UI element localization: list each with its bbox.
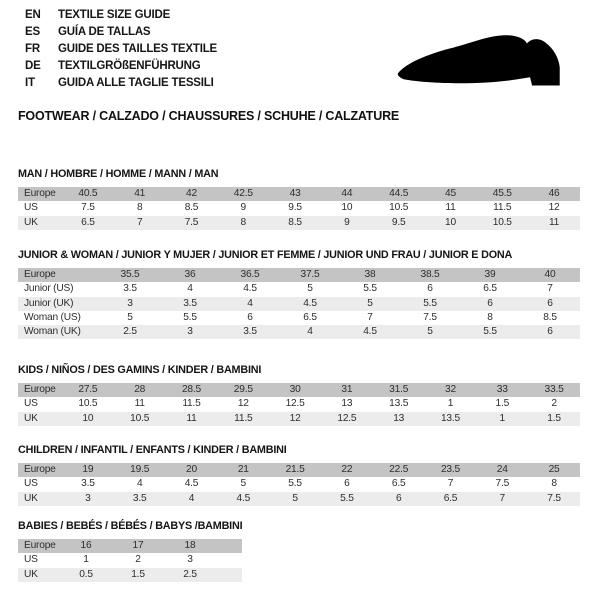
size-cell: 25 [528,463,580,477]
table-section-babies [18,520,242,582]
row-label: Europe [18,268,100,282]
language-code: EN [25,9,41,21]
language-row [25,58,217,75]
table-row [18,282,580,296]
size-cell: 0.5 [60,568,112,582]
size-cell: 31.5 [373,383,425,397]
size-cell: 32 [425,383,477,397]
size-cell: 8.5 [543,311,557,323]
size-cell: 27.5 [62,383,114,397]
size-cell: 7 [447,478,454,490]
size-cell: 5.5 [321,492,373,506]
size-cell: 46 [528,187,580,201]
row-label: US [24,554,38,566]
table-section-children [18,444,580,506]
row-label: Europe [18,383,62,397]
size-cell: 38.5 [400,268,460,282]
row-label: Woman (UK) [18,325,100,339]
size-cell: 7.5 [166,216,218,230]
size-cell: 5.5 [288,478,302,490]
size-cell: 19 [62,463,114,477]
size-cell: 6 [373,492,425,506]
size-cell: 1 [83,554,89,566]
size-cell: 5 [400,325,460,339]
size-cell: 5.5 [400,297,460,311]
size-cell: 9.5 [373,216,425,230]
size-table [18,187,580,230]
size-cell: 4.5 [340,325,400,339]
size-cell: 1.5 [528,412,580,426]
table-section-junior-woman [18,249,580,339]
size-table [18,268,580,339]
size-cell: 10.5 [114,412,166,426]
size-cell: 29.5 [217,383,269,397]
spacer-cell [216,553,242,567]
size-cell: 28 [114,383,166,397]
size-cell: 6 [520,325,580,339]
table-row [18,297,580,311]
size-cell: 7 [114,216,166,230]
language-title-block [25,7,217,92]
language-label: GUIDA ALLE TAGLIE TESSILI [58,77,214,89]
size-cell: 3 [100,297,160,311]
size-cell: 3.5 [123,283,137,295]
size-cell: 40 [520,268,580,282]
size-cell: 6.5 [303,311,317,323]
size-cell: 1 [476,412,528,426]
size-cell: 6 [344,478,350,490]
table-row [18,539,242,553]
size-cell: 6.5 [425,492,477,506]
size-cell: 39 [460,268,520,282]
size-cell: 11.5 [493,202,512,214]
size-cell: 11 [166,412,218,426]
size-cell: 5 [340,297,400,311]
language-label: TEXTILGRÖßENFÜHRUNG [58,60,201,72]
size-cell: 7 [547,283,553,295]
size-cell: 21.5 [269,463,321,477]
size-cell: 5 [307,283,313,295]
size-cell: 3 [187,554,193,566]
size-table [18,463,580,506]
size-cell: 6.5 [391,478,406,490]
row-label: Junior (US) [24,283,74,295]
size-cell: 1 [447,398,454,410]
size-cell: 11 [134,398,145,410]
size-cell: 41 [114,187,166,201]
size-cell: 3.5 [114,492,166,506]
language-row [25,7,217,24]
size-cell: 42.5 [217,187,269,201]
row-label: Europe [18,539,60,553]
size-cell: 10.5 [389,202,409,214]
size-cell: 8 [551,478,557,490]
table-row [18,187,580,201]
size-cell: 13 [373,412,425,426]
size-cell: 9 [321,216,373,230]
size-cell: 11 [528,216,580,230]
row-label: US [24,398,38,410]
category-title: FOOTWEAR / CALZADO / CHAUSSURES / SCHUHE / CALZATURE [18,109,400,123]
size-cell: 45 [425,187,477,201]
table-title: KIDS / NIÑOS / DES GAMINS / KINDER / BAMBINI [18,364,262,376]
size-cell: 36 [160,268,220,282]
table-row [18,201,580,215]
size-cell: 1.5 [495,398,510,410]
size-cell: 9 [240,202,247,214]
language-code: IT [25,77,35,89]
table-section-man [18,168,580,230]
size-cell: 7.5 [495,478,510,490]
size-cell: 2 [551,398,557,410]
size-cell: 33.5 [528,383,580,397]
table-row [18,568,242,582]
size-cell: 4 [187,283,193,295]
size-cell: 33 [476,383,528,397]
table-row [18,463,580,477]
table-row [18,492,580,506]
size-cell: 1.5 [112,568,164,582]
size-cell: 28.5 [166,383,218,397]
size-cell: 13.5 [389,398,409,410]
size-cell: 3.5 [81,478,95,490]
language-row [25,75,217,92]
table-title: MAN / HOMBRE / HOMME / MANN / MAN [18,168,219,180]
row-label: Europe [18,463,62,477]
size-cell: 4.5 [217,492,269,506]
size-cell: 36.5 [220,268,280,282]
size-cell: 8.5 [269,216,321,230]
size-cell: 12.5 [285,398,305,410]
size-cell: 37.5 [280,268,340,282]
size-cell: 2.5 [164,568,216,582]
size-cell: 16 [60,539,112,553]
size-cell: 38 [340,268,400,282]
size-cell: 8 [136,202,143,214]
size-cell: 2 [135,554,141,566]
size-cell: 45.5 [476,187,528,201]
size-cell: 6 [460,297,520,311]
size-cell: 30 [269,383,321,397]
size-cell: 7 [476,492,528,506]
size-cell: 18 [164,539,216,553]
size-cell: 9.5 [288,202,302,214]
language-code: DE [25,60,41,72]
size-cell: 4.5 [184,478,199,490]
language-code: FR [25,43,40,55]
table-row [18,397,580,411]
size-cell: 42 [166,187,218,201]
size-cell: 6 [520,297,580,311]
row-label: UK [18,568,60,582]
size-cell: 5 [127,311,133,323]
table-row [18,311,580,325]
row-label: UK [18,492,62,506]
size-cell: 35.5 [100,268,160,282]
spacer-cell [216,568,242,582]
size-cell: 11.5 [217,412,269,426]
row-label: UK [18,216,62,230]
size-cell: 44 [321,187,373,201]
size-cell: 12 [269,412,321,426]
size-cell: 10.5 [78,398,98,410]
size-cell: 8.5 [184,202,199,214]
size-cell: 21 [217,463,269,477]
size-cell: 20 [166,463,218,477]
size-cell: 4.5 [243,283,257,295]
table-row [18,477,580,491]
size-cell: 6.5 [62,216,114,230]
row-label: US [24,478,38,490]
size-cell: 6.5 [483,283,497,295]
size-cell: 6 [427,283,433,295]
size-cell: 44.5 [373,187,425,201]
table-row [18,268,580,282]
size-cell: 22.5 [373,463,425,477]
size-cell: 5.5 [363,283,377,295]
size-cell: 10 [62,412,114,426]
size-cell: 10 [341,202,353,214]
size-cell: 13 [341,398,353,410]
size-cell: 7 [367,311,373,323]
size-cell: 11.5 [182,398,201,410]
size-cell: 10 [425,216,477,230]
language-code: ES [25,26,40,38]
size-cell: 19.5 [114,463,166,477]
size-cell: 23.5 [425,463,477,477]
size-cell: 7.5 [423,311,437,323]
table-title: BABIES / BEBÉS / BÉBÉS / BABYS /BAMBINI [18,520,243,532]
size-cell: 4 [220,297,280,311]
size-cell: 8 [217,216,269,230]
size-cell: 5.5 [183,311,197,323]
size-cell: 22 [321,463,373,477]
size-cell: 43 [269,187,321,201]
size-cell: 3 [160,325,220,339]
size-cell: 12.5 [321,412,373,426]
row-label: UK [18,412,62,426]
size-cell: 11 [445,202,456,214]
size-cell: 31 [321,383,373,397]
size-cell: 3.5 [160,297,220,311]
size-cell: 17 [112,539,164,553]
dress-shoe-icon [396,33,572,95]
language-label: GUÍA DE TALLAS [58,26,151,38]
size-cell: 12 [237,398,249,410]
language-row [25,41,217,58]
language-row [25,24,217,41]
size-cell: 5.5 [460,325,520,339]
table-title: JUNIOR & WOMAN / JUNIOR Y MUJER / JUNIOR ET FEMME / JUNIOR UND FRAU / JUNIOR E DONA [18,249,513,261]
table-title: CHILDREN / INFANTIL / ENFANTS / KINDER / BAMBINI [18,444,287,456]
row-label: US [24,202,38,214]
table-row [18,383,580,397]
table-section-kids [18,364,580,426]
size-cell: 7.5 [81,202,95,214]
size-cell: 7.5 [528,492,580,506]
size-table [18,383,580,426]
language-label: GUIDE DES TAILLES TEXTILE [58,43,217,55]
table-row [18,412,580,426]
table-row [18,553,242,567]
table-row [18,216,580,230]
size-cell: 4 [166,492,218,506]
size-cell: 40.5 [62,187,114,201]
size-cell: 4 [280,325,340,339]
size-cell: 4 [136,478,143,490]
language-label: TEXTILE SIZE GUIDE [58,9,171,21]
size-cell: 6 [247,311,253,323]
size-cell: 10.5 [476,216,528,230]
size-cell: 5 [240,478,247,490]
size-cell: 13.5 [425,412,477,426]
table-row [18,325,580,339]
size-cell: 8 [487,311,493,323]
row-label: Europe [18,187,62,201]
size-cell: 4.5 [280,297,340,311]
size-cell: 3 [62,492,114,506]
size-cell: 24 [476,463,528,477]
size-table [18,539,242,582]
row-label: Junior (UK) [18,297,100,311]
size-cell: 2.5 [100,325,160,339]
size-cell: 5 [269,492,321,506]
size-cell: 12 [548,202,560,214]
row-label: Woman (US) [24,311,81,323]
spacer-cell [216,539,242,553]
size-cell: 3.5 [220,325,280,339]
